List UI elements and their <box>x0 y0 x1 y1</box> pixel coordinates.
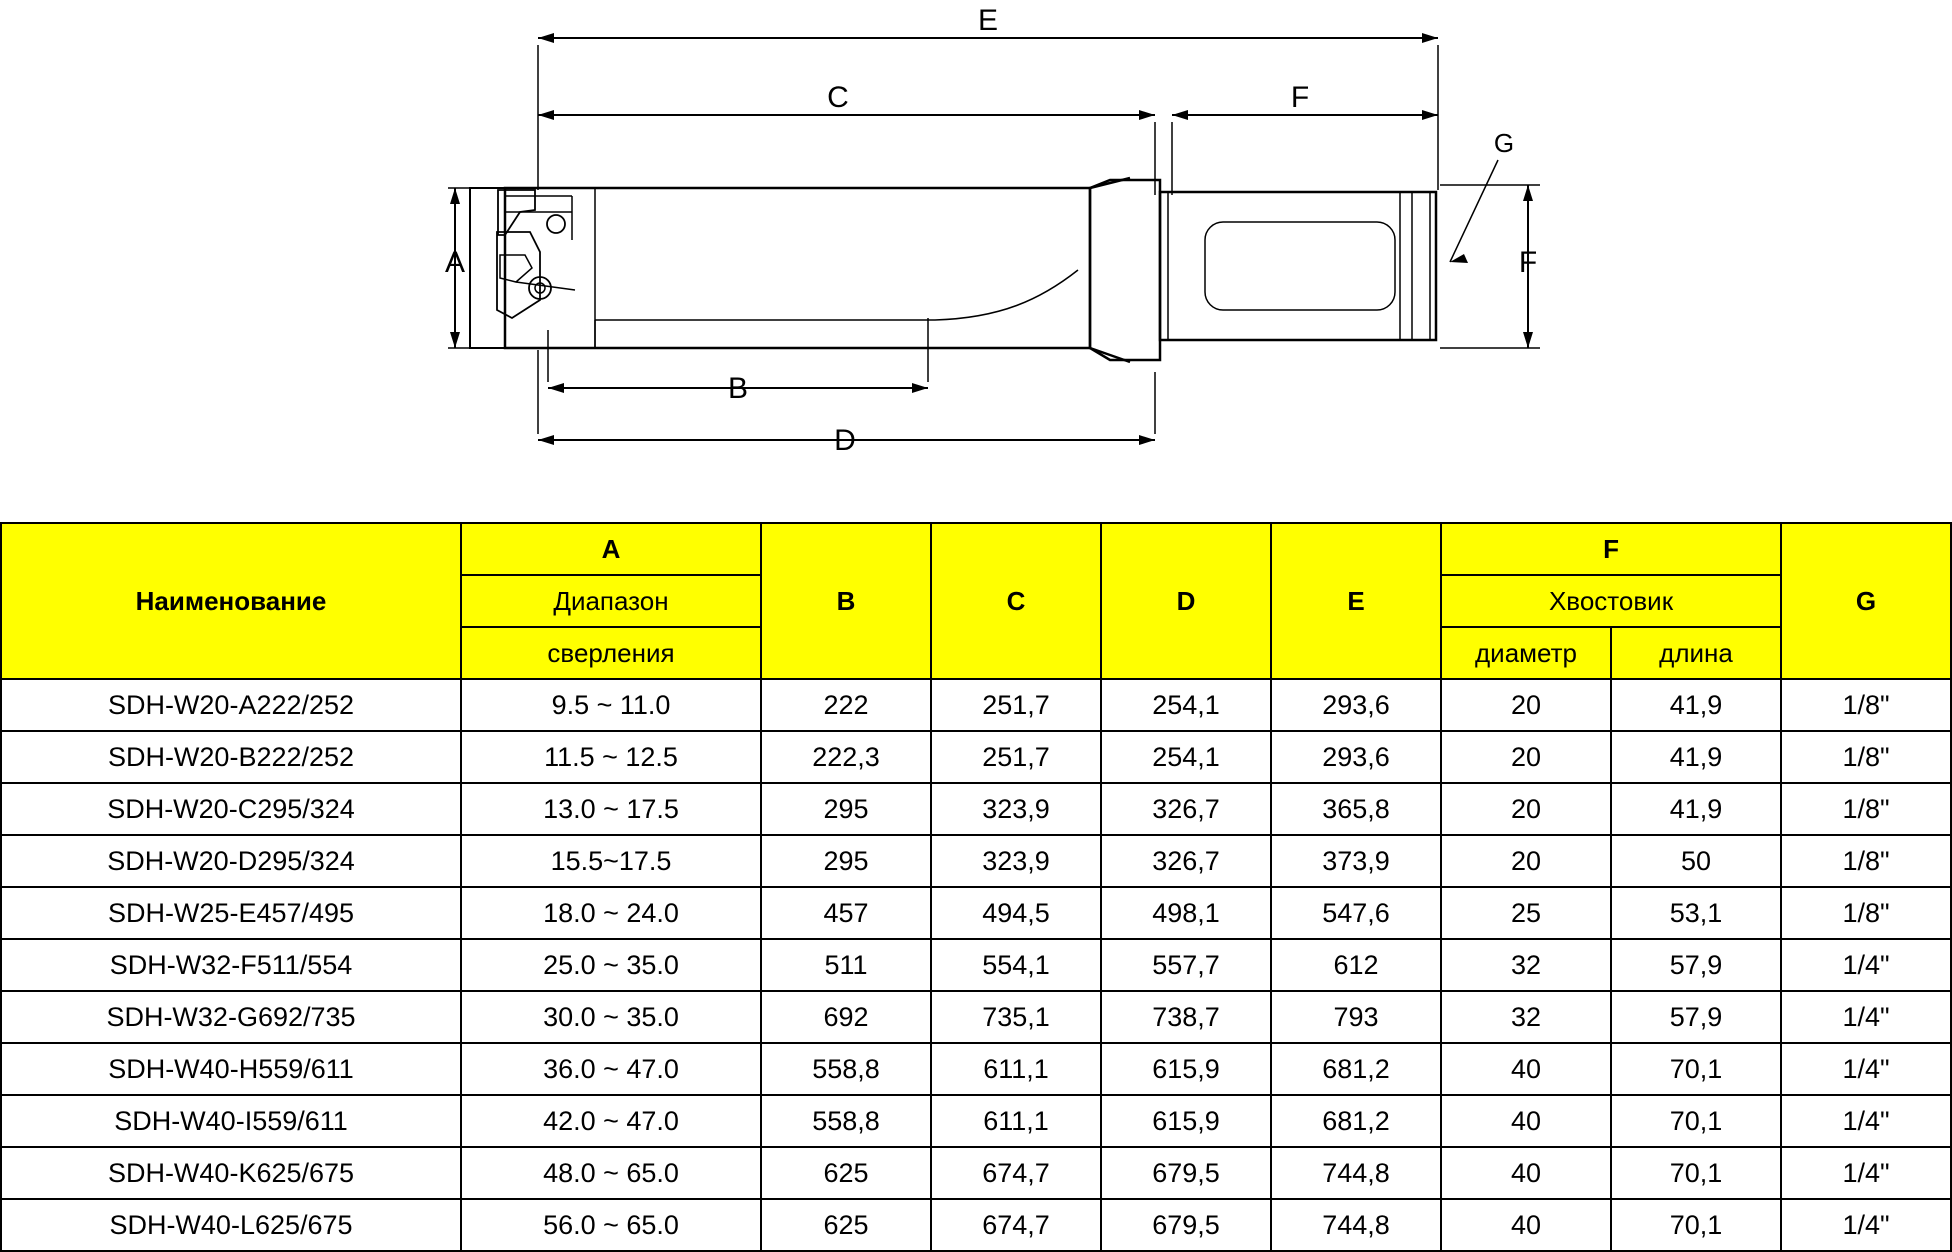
cell-e: 612 <box>1271 939 1441 991</box>
col-header-a: A <box>461 523 761 575</box>
col-header-f-length: длина <box>1611 627 1781 679</box>
technical-drawing <box>0 0 1952 512</box>
cell-f-length: 57,9 <box>1611 991 1781 1043</box>
table-row <box>1 887 1951 939</box>
cell-f-diameter: 40 <box>1441 1043 1611 1095</box>
col-header-f-sub: Хвостовик <box>1441 575 1781 627</box>
table-body <box>1 679 1951 1251</box>
cell-g: 1/8" <box>1781 731 1951 783</box>
cell-g: 1/4" <box>1781 1199 1951 1251</box>
cell-f-length: 70,1 <box>1611 1147 1781 1199</box>
cell-f-length: 70,1 <box>1611 1043 1781 1095</box>
cell-a: 42.0 ~ 47.0 <box>461 1095 761 1147</box>
cell-g: 1/8" <box>1781 887 1951 939</box>
cell-c: 251,7 <box>931 731 1101 783</box>
cell-g: 1/4" <box>1781 1043 1951 1095</box>
cell-a: 15.5~17.5 <box>461 835 761 887</box>
cell-f-diameter: 40 <box>1441 1199 1611 1251</box>
cell-e: 293,6 <box>1271 679 1441 731</box>
cell-f-diameter: 20 <box>1441 783 1611 835</box>
cell-name: SDH-W40-H559/611 <box>1 1043 461 1095</box>
table-row <box>1 1043 1951 1095</box>
tool-body <box>470 178 1436 362</box>
cell-d: 326,7 <box>1101 835 1271 887</box>
cell-d: 738,7 <box>1101 991 1271 1043</box>
dimension-label-g: G <box>1493 128 1515 158</box>
cell-g: 1/4" <box>1781 939 1951 991</box>
cell-b: 295 <box>761 835 931 887</box>
cell-name: SDH-W40-I559/611 <box>1 1095 461 1147</box>
dimension-label-d: D <box>834 424 856 457</box>
cell-b: 625 <box>761 1199 931 1251</box>
col-header-name: Наименование <box>1 523 461 679</box>
cell-name: SDH-W40-K625/675 <box>1 1147 461 1199</box>
cell-g: 1/4" <box>1781 1147 1951 1199</box>
cell-f-diameter: 32 <box>1441 991 1611 1043</box>
col-header-g: G <box>1781 523 1951 679</box>
cell-name: SDH-W25-E457/495 <box>1 887 461 939</box>
cell-f-length: 41,9 <box>1611 679 1781 731</box>
cell-f-diameter: 20 <box>1441 731 1611 783</box>
cell-b: 692 <box>761 991 931 1043</box>
dimension-c <box>538 110 1155 195</box>
cell-f-diameter: 32 <box>1441 939 1611 991</box>
cell-e: 547,6 <box>1271 887 1441 939</box>
col-header-a-sub1: Диапазон <box>461 575 761 627</box>
cell-b: 558,8 <box>761 1095 931 1147</box>
table-row <box>1 1095 1951 1147</box>
col-header-e: E <box>1271 523 1441 679</box>
header-row-1 <box>1 523 1951 575</box>
cell-e: 793 <box>1271 991 1441 1043</box>
cell-b: 558,8 <box>761 1043 931 1095</box>
cell-a: 36.0 ~ 47.0 <box>461 1043 761 1095</box>
cell-c: 674,7 <box>931 1199 1101 1251</box>
cell-a: 18.0 ~ 24.0 <box>461 887 761 939</box>
cell-a: 30.0 ~ 35.0 <box>461 991 761 1043</box>
dimension-f-top <box>1172 110 1438 195</box>
col-header-f: F <box>1441 523 1781 575</box>
dimension-label-c: C <box>827 81 849 114</box>
cell-e: 744,8 <box>1271 1147 1441 1199</box>
cell-d: 254,1 <box>1101 731 1271 783</box>
cell-c: 323,9 <box>931 783 1101 835</box>
cell-b: 457 <box>761 887 931 939</box>
cell-g: 1/8" <box>1781 679 1951 731</box>
cell-d: 498,1 <box>1101 887 1271 939</box>
cell-a: 56.0 ~ 65.0 <box>461 1199 761 1251</box>
cell-f-length: 41,9 <box>1611 731 1781 783</box>
cell-f-diameter: 20 <box>1441 679 1611 731</box>
cell-b: 625 <box>761 1147 931 1199</box>
cell-g: 1/4" <box>1781 1095 1951 1147</box>
dimension-label-f-top: F <box>1290 81 1310 114</box>
cell-g: 1/4" <box>1781 991 1951 1043</box>
drill-tool-drawing <box>0 0 1952 512</box>
cell-a: 25.0 ~ 35.0 <box>461 939 761 991</box>
dimension-label-a: A <box>444 246 466 279</box>
cell-name: SDH-W20-B222/252 <box>1 731 461 783</box>
cell-f-length: 53,1 <box>1611 887 1781 939</box>
cell-a: 13.0 ~ 17.5 <box>461 783 761 835</box>
cell-c: 323,9 <box>931 835 1101 887</box>
table-row <box>1 1147 1951 1199</box>
cell-e: 681,2 <box>1271 1095 1441 1147</box>
cell-f-diameter: 20 <box>1441 835 1611 887</box>
dimension-label-f-right: F <box>1518 246 1538 279</box>
table-row <box>1 835 1951 887</box>
cell-name: SDH-W40-L625/675 <box>1 1199 461 1251</box>
cell-name: SDH-W20-C295/324 <box>1 783 461 835</box>
table-row <box>1 783 1951 835</box>
table-row <box>1 1199 1951 1251</box>
cell-b: 295 <box>761 783 931 835</box>
cell-f-length: 41,9 <box>1611 783 1781 835</box>
cell-a: 11.5 ~ 12.5 <box>461 731 761 783</box>
table-head <box>1 523 1951 679</box>
specification-table-wrap <box>0 522 1952 1252</box>
cell-d: 326,7 <box>1101 783 1271 835</box>
cell-c: 674,7 <box>931 1147 1101 1199</box>
cell-c: 251,7 <box>931 679 1101 731</box>
cell-c: 611,1 <box>931 1095 1101 1147</box>
col-header-a-sub2: сверления <box>461 627 761 679</box>
dimension-label-e: E <box>977 4 999 37</box>
cell-d: 615,9 <box>1101 1043 1271 1095</box>
cell-f-diameter: 40 <box>1441 1147 1611 1199</box>
table-row <box>1 731 1951 783</box>
specification-table <box>0 522 1952 1252</box>
cell-d: 679,5 <box>1101 1147 1271 1199</box>
cell-e: 365,8 <box>1271 783 1441 835</box>
cell-name: SDH-W20-D295/324 <box>1 835 461 887</box>
table-row <box>1 679 1951 731</box>
cell-a: 9.5 ~ 11.0 <box>461 679 761 731</box>
cell-d: 679,5 <box>1101 1199 1271 1251</box>
table-row <box>1 939 1951 991</box>
cell-f-diameter: 25 <box>1441 887 1611 939</box>
cell-e: 293,6 <box>1271 731 1441 783</box>
cell-f-length: 70,1 <box>1611 1199 1781 1251</box>
cell-c: 735,1 <box>931 991 1101 1043</box>
table-row <box>1 991 1951 1043</box>
cell-d: 254,1 <box>1101 679 1271 731</box>
cell-c: 494,5 <box>931 887 1101 939</box>
cell-c: 611,1 <box>931 1043 1101 1095</box>
cell-e: 744,8 <box>1271 1199 1441 1251</box>
dimension-label-b: B <box>727 372 749 405</box>
cell-a: 48.0 ~ 65.0 <box>461 1147 761 1199</box>
dimension-g-leader <box>1450 160 1498 263</box>
cell-d: 557,7 <box>1101 939 1271 991</box>
cell-f-length: 70,1 <box>1611 1095 1781 1147</box>
cell-e: 681,2 <box>1271 1043 1441 1095</box>
cell-b: 222,3 <box>761 731 931 783</box>
cell-g: 1/8" <box>1781 835 1951 887</box>
col-header-c: C <box>931 523 1101 679</box>
cell-f-length: 50 <box>1611 835 1781 887</box>
cell-f-length: 57,9 <box>1611 939 1781 991</box>
cell-g: 1/8" <box>1781 783 1951 835</box>
cell-e: 373,9 <box>1271 835 1441 887</box>
col-header-d: D <box>1101 523 1271 679</box>
col-header-b: B <box>761 523 931 679</box>
cell-name: SDH-W20-A222/252 <box>1 679 461 731</box>
cell-name: SDH-W32-F511/554 <box>1 939 461 991</box>
cell-f-diameter: 40 <box>1441 1095 1611 1147</box>
cell-b: 222 <box>761 679 931 731</box>
cell-c: 554,1 <box>931 939 1101 991</box>
cell-b: 511 <box>761 939 931 991</box>
cell-name: SDH-W32-G692/735 <box>1 991 461 1043</box>
cell-d: 615,9 <box>1101 1095 1271 1147</box>
col-header-f-diameter: диаметр <box>1441 627 1611 679</box>
